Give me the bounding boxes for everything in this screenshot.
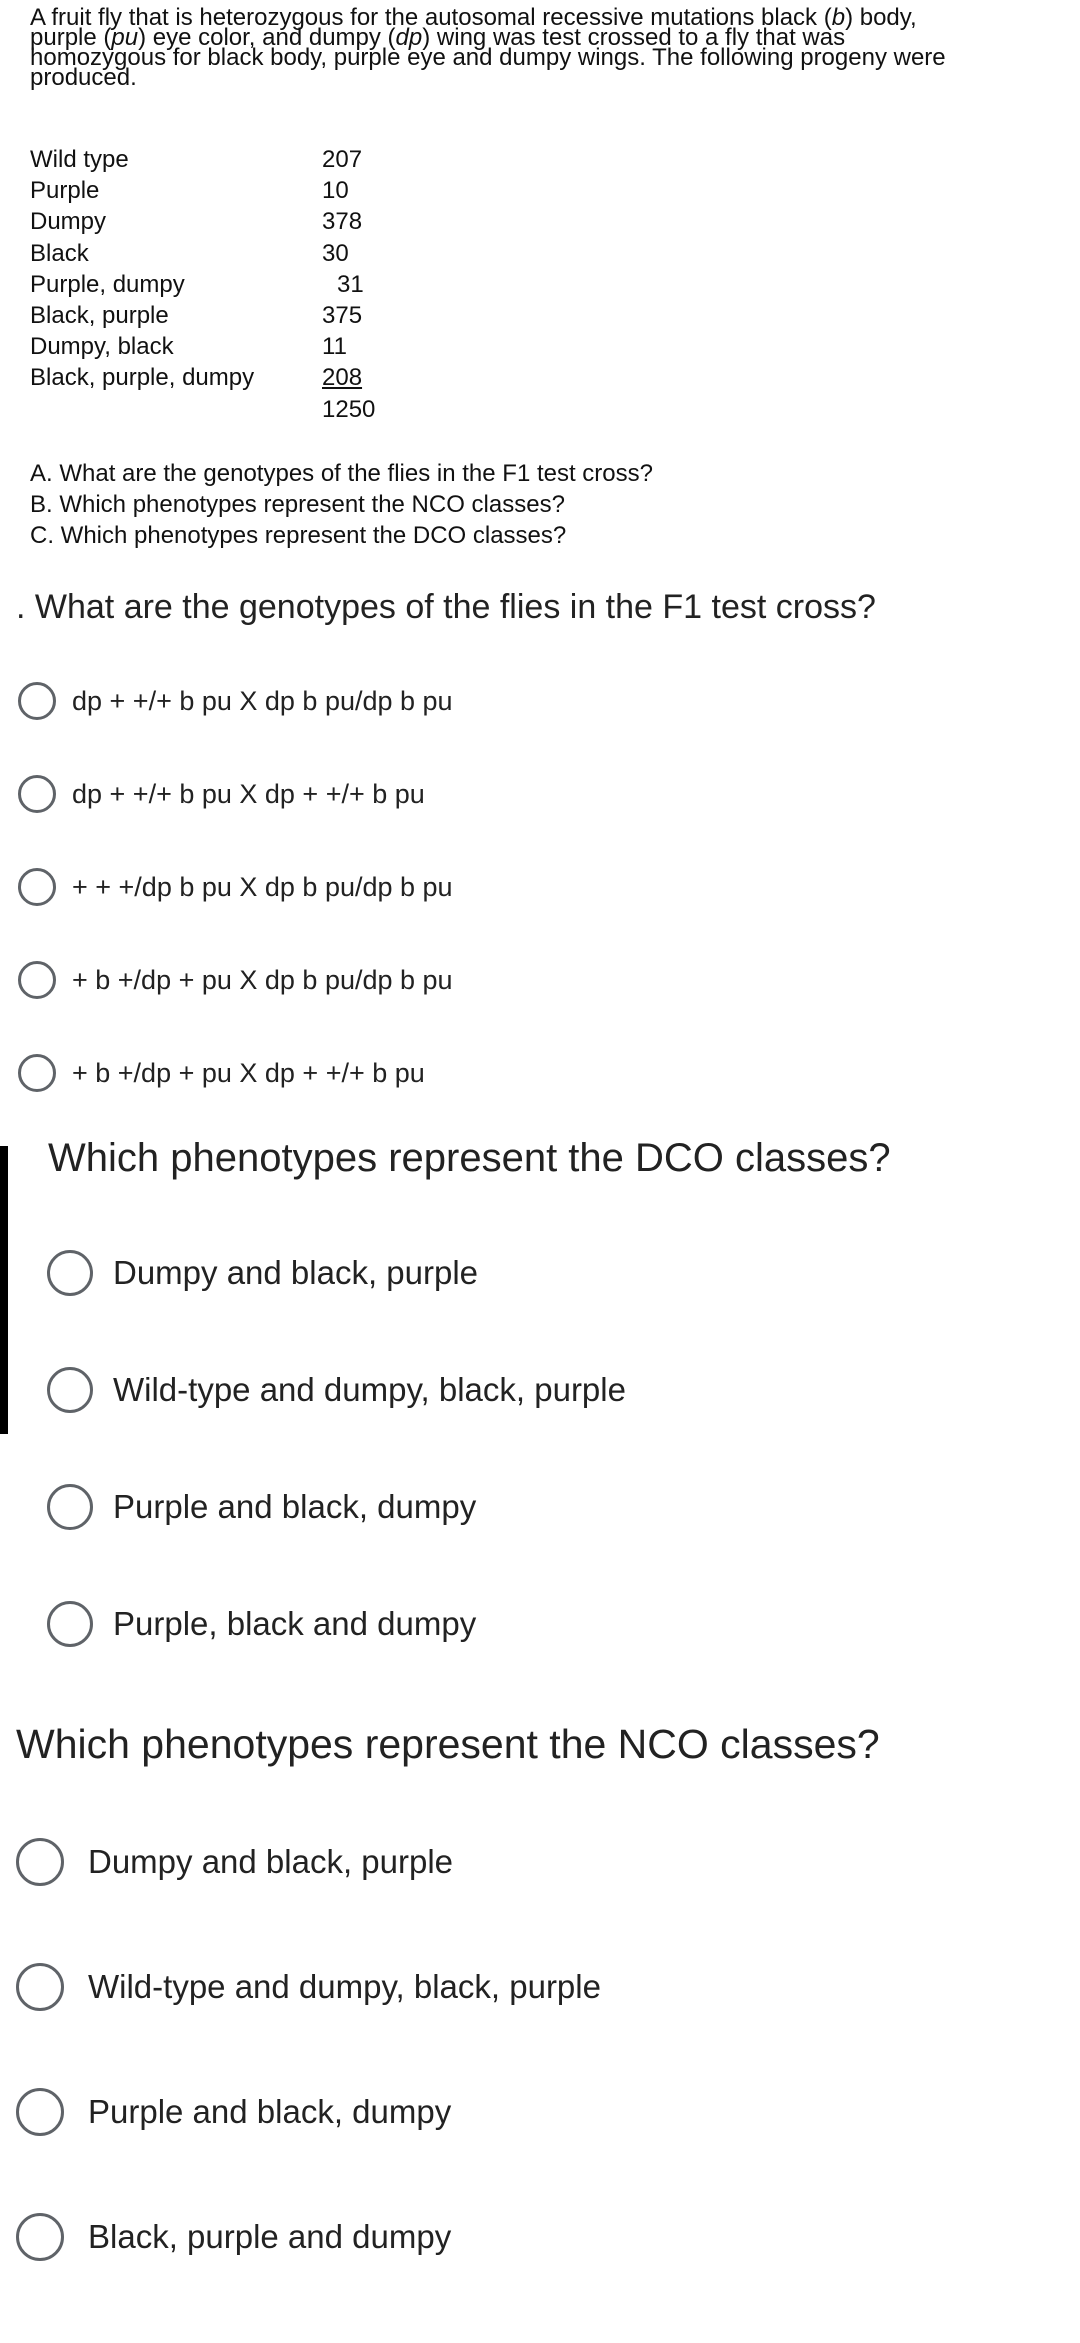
intro-line-4: produced. bbox=[30, 64, 137, 91]
radio-button-icon[interactable] bbox=[18, 961, 56, 999]
table-row-phenotype: Black, purple bbox=[30, 302, 169, 329]
table-row-phenotype: Purple, dumpy bbox=[30, 271, 185, 298]
radio-button-icon[interactable] bbox=[18, 775, 56, 813]
table-row-phenotype: Dumpy bbox=[30, 208, 107, 235]
table-row-count: 207 bbox=[322, 146, 363, 173]
option-label: Purple, black and dumpy bbox=[113, 1605, 477, 1642]
intro-line-1: A fruit fly that is heterozygous for the autosomal recessive mutations black (b) body, bbox=[30, 4, 917, 31]
option-label: Dumpy and black, purple bbox=[113, 1254, 479, 1291]
radio-button-icon[interactable] bbox=[47, 1601, 93, 1647]
question-3-option[interactable] bbox=[16, 2213, 451, 2261]
radio-button-icon[interactable] bbox=[16, 1963, 64, 2011]
table-row-count: 378 bbox=[322, 208, 363, 235]
table-total: 1250 bbox=[322, 396, 376, 423]
question-1-option[interactable] bbox=[18, 961, 453, 999]
option-label: Wild-type and dumpy, black, purple bbox=[113, 1371, 626, 1408]
option-label: dp + +/+ b pu X dp b pu/dp b pu bbox=[72, 685, 453, 716]
intro-line-2: purple (pu) eye color, and dumpy (dp) wing was test crossed to a fly that was bbox=[30, 24, 846, 51]
radio-button-icon[interactable] bbox=[16, 2213, 64, 2261]
radio-button-icon[interactable] bbox=[47, 1367, 93, 1413]
table-row-phenotype: Purple bbox=[30, 177, 100, 204]
table-row-count: 30 bbox=[322, 240, 349, 267]
intro-line-3: homozygous for black body, purple eye and dumpy wings. The following progeny were bbox=[30, 44, 946, 71]
option-label: Dumpy and black, purple bbox=[88, 1843, 454, 1880]
option-label: Purple and black, dumpy bbox=[113, 1488, 477, 1525]
radio-button-icon[interactable] bbox=[18, 868, 56, 906]
table-row-count: 375 bbox=[322, 302, 363, 329]
sub-question-c: C. Which phenotypes represent the DCO classes? bbox=[30, 522, 567, 549]
option-label: dp + +/+ b pu X dp + +/+ b pu bbox=[72, 778, 425, 809]
radio-button-icon[interactable] bbox=[18, 1054, 56, 1092]
question-3-option[interactable] bbox=[16, 1963, 601, 2011]
sub-question-a: A. What are the genotypes of the flies in the F1 test cross? bbox=[30, 460, 653, 487]
radio-button-icon[interactable] bbox=[16, 1838, 64, 1886]
sub-question-b: B. Which phenotypes represent the NCO classes? bbox=[30, 491, 565, 518]
question-1-option[interactable] bbox=[18, 1054, 425, 1092]
question-2-option[interactable] bbox=[47, 1601, 476, 1647]
table-row-phenotype: Dumpy, black bbox=[30, 333, 174, 360]
question-1-option[interactable] bbox=[18, 775, 425, 813]
option-label: Purple and black, dumpy bbox=[88, 2093, 452, 2130]
table-row-phenotype: Wild type bbox=[30, 146, 129, 173]
table-row-count: 208 bbox=[322, 364, 363, 391]
question-3-title: Which phenotypes represent the NCO classes? bbox=[16, 1721, 880, 1767]
question-2-title: Which phenotypes represent the DCO classes? bbox=[48, 1136, 891, 1180]
table-row-count: 31 bbox=[337, 271, 364, 298]
radio-button-icon[interactable] bbox=[47, 1484, 93, 1530]
question-2-option[interactable] bbox=[47, 1484, 476, 1530]
option-label: + + +/dp b pu X dp b pu/dp b pu bbox=[72, 871, 453, 902]
option-label: Black, purple and dumpy bbox=[88, 2218, 452, 2255]
table-row-count: 11 bbox=[322, 333, 347, 360]
question-3-option[interactable] bbox=[16, 2088, 451, 2136]
radio-button-icon[interactable] bbox=[18, 682, 56, 720]
table-row-count: 10 bbox=[322, 177, 349, 204]
question-2-option[interactable] bbox=[47, 1367, 626, 1413]
option-label: + b +/dp + pu X dp + +/+ b pu bbox=[72, 1057, 425, 1088]
question-2-option[interactable] bbox=[47, 1250, 478, 1296]
option-label: + b +/dp + pu X dp b pu/dp b pu bbox=[72, 964, 453, 995]
question-1-option[interactable] bbox=[18, 682, 453, 720]
question-3-option[interactable] bbox=[16, 1838, 453, 1886]
radio-button-icon[interactable] bbox=[16, 2088, 64, 2136]
table-row-phenotype: Black, purple, dumpy bbox=[30, 364, 255, 391]
active-question-bar bbox=[0, 1146, 8, 1434]
question-1-title: . What are the genotypes of the flies in the F1 test cross? bbox=[16, 588, 876, 626]
radio-button-icon[interactable] bbox=[47, 1250, 93, 1296]
option-label: Wild-type and dumpy, black, purple bbox=[88, 1968, 601, 2005]
question-intro bbox=[30, 4, 1050, 91]
table-row-phenotype: Black bbox=[30, 240, 89, 267]
question-1-option[interactable] bbox=[18, 868, 453, 906]
